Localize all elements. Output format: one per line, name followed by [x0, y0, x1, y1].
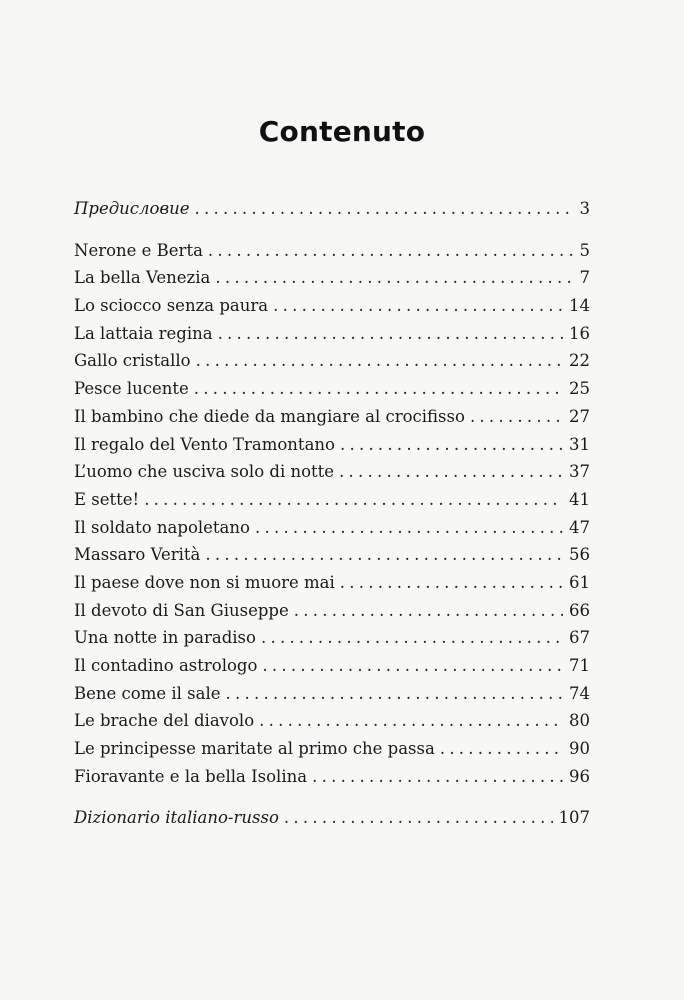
dot-leader — [339, 458, 563, 486]
dot-leader — [294, 597, 563, 625]
toc-entry-label: Il devoto di San Giuseppe — [74, 600, 289, 620]
dot-leader — [273, 292, 563, 320]
toc-entry-page: 61 — [569, 572, 590, 592]
toc-entry — [74, 292, 590, 320]
table-of-contents — [74, 195, 590, 832]
toc-entry-label: Il soldato napoletano — [74, 517, 250, 537]
toc-entry — [74, 375, 590, 403]
page-title: Contenuto — [258, 115, 426, 148]
dot-leader — [215, 264, 573, 292]
toc-entry-label: Lo sciocco senza paura — [74, 296, 269, 316]
toc-entry-label: E sette! — [74, 489, 140, 509]
toc-entry — [74, 320, 590, 348]
dot-leader — [440, 735, 563, 763]
toc-entry-label: Fioravante e la bella Isolina — [74, 766, 308, 786]
dot-leader — [340, 569, 563, 597]
toc-entry — [74, 264, 590, 292]
toc-entry-page: 80 — [569, 711, 590, 731]
toc-entry — [74, 680, 590, 708]
toc-entry-page: 56 — [569, 545, 590, 565]
toc-entry — [74, 403, 590, 431]
toc-entry-page: 16 — [569, 323, 590, 343]
toc-entry-page: 90 — [569, 739, 590, 759]
toc-entry — [74, 458, 590, 486]
toc-entry-page: 107 — [558, 808, 590, 828]
toc-entry-label: La lattaia regina — [74, 323, 213, 343]
dot-leader — [261, 624, 563, 652]
toc-entry-page: 41 — [569, 489, 590, 509]
dot-leader — [262, 652, 563, 680]
toc-entry-label: Il regalo del Vento Tramontano — [74, 434, 335, 454]
dot-leader — [259, 707, 563, 735]
toc-entry-page: 66 — [569, 600, 590, 620]
dot-leader — [218, 320, 563, 348]
toc-entry — [74, 514, 590, 542]
toc-entry-label: Il bambino che diede da mangiare al crocifisso — [74, 406, 465, 426]
toc-entry — [74, 347, 590, 375]
toc-entry-preface — [74, 195, 590, 223]
toc-entry — [74, 735, 590, 763]
dot-leader — [284, 804, 553, 832]
dot-leader — [196, 347, 563, 375]
toc-entry-page: 22 — [569, 351, 590, 371]
toc-entry — [74, 431, 590, 459]
toc-entry-dictionary — [74, 804, 590, 832]
toc-entry-page: 5 — [579, 240, 590, 260]
dot-leader — [205, 541, 563, 569]
toc-entry-label: Gallo cristallo — [74, 351, 191, 371]
toc-entry-page: 3 — [579, 199, 590, 218]
toc-entry-label: Il paese dove non si muore mai — [74, 572, 335, 592]
toc-entry-page: 25 — [569, 379, 590, 399]
dot-leader — [255, 514, 563, 542]
toc-entry — [74, 624, 590, 652]
toc-entry-page: 14 — [569, 296, 590, 316]
toc-entry — [74, 569, 590, 597]
section-gap — [74, 223, 590, 237]
toc-entry — [74, 597, 590, 625]
toc-entry — [74, 237, 590, 265]
dot-leader — [312, 763, 563, 791]
toc-entry-label: Una notte in paradiso — [74, 628, 256, 648]
dot-leader — [340, 431, 563, 459]
toc-entry — [74, 763, 590, 791]
toc-entry-page: 67 — [569, 628, 590, 648]
toc-entry-label: Il contadino astrologo — [74, 656, 258, 675]
toc-entry-label: Dizionario italiano-russo — [74, 808, 279, 828]
dot-leader — [144, 486, 563, 514]
toc-entry-label: L’uomo che usciva solo di notte — [74, 462, 335, 482]
toc-entry-page: 27 — [569, 406, 590, 426]
dot-leader — [194, 195, 573, 223]
dot-leader — [226, 680, 563, 708]
toc-entry-label: Le brache del diavolo — [74, 711, 255, 731]
dot-leader — [194, 375, 563, 403]
section-gap — [74, 790, 590, 804]
toc-entry-page: 96 — [569, 766, 590, 786]
dot-leader — [470, 403, 563, 431]
toc-entry-page: 37 — [569, 462, 590, 482]
toc-entry — [74, 707, 590, 735]
toc-entry — [74, 486, 590, 514]
toc-entry-label: Le principesse maritate al primo che passa — [74, 739, 435, 759]
toc-entry-page: 47 — [569, 517, 590, 537]
toc-entry-label: Pesce lucente — [74, 379, 189, 399]
toc-entry — [74, 541, 590, 569]
toc-entry — [74, 652, 590, 680]
toc-entry-label: Bene come il sale — [74, 683, 221, 703]
dot-leader — [208, 237, 574, 265]
toc-entry-label: La bella Venezia — [74, 268, 211, 288]
toc-entry-label: Предисловие — [74, 199, 190, 218]
toc-entry-page: 74 — [569, 683, 590, 703]
toc-entry-page: 7 — [579, 268, 590, 288]
toc-entry-label: Nerone e Berta — [74, 240, 203, 260]
toc-entry-page: 31 — [569, 434, 590, 454]
toc-entry-label: Massaro Verità — [74, 545, 201, 565]
toc-entry-page: 71 — [569, 656, 590, 675]
